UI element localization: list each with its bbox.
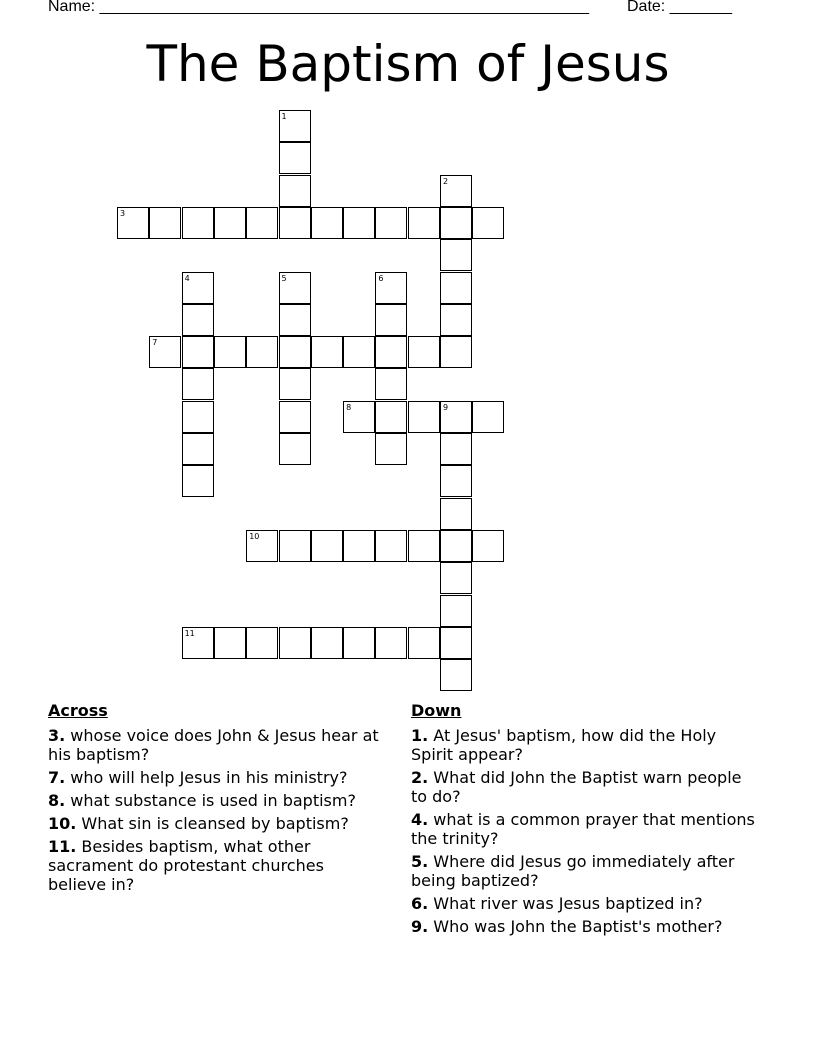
clue-text: what is a common prayer that mentions the trinity? [411, 810, 755, 848]
clue-number: 10. [48, 814, 77, 833]
grid-cell[interactable] [117, 207, 149, 239]
across-clue [48, 768, 383, 787]
clue-number: 6. [411, 894, 429, 913]
grid-cell[interactable] [440, 207, 472, 239]
grid-cell[interactable] [440, 175, 472, 207]
clue-number: 10 [249, 531, 260, 541]
name-field[interactable]: Name: _______________________________________________________ [48, 0, 589, 15]
grid-cell[interactable] [375, 272, 407, 304]
grid-cell[interactable] [440, 627, 472, 659]
grid-cell[interactable] [440, 272, 472, 304]
date-field[interactable]: Date: _______ [627, 0, 732, 15]
grid-cell[interactable] [375, 207, 407, 239]
clue-text: whose voice does John & Jesus hear at his baptism? [48, 726, 379, 764]
across-heading: Across [48, 701, 108, 720]
grid-cell[interactable] [440, 401, 472, 433]
clue-number: 9. [411, 917, 429, 936]
grid-cell[interactable] [440, 304, 472, 336]
grid-cell[interactable] [279, 336, 311, 368]
down-clue-list [411, 726, 756, 936]
clue-number: 7 [152, 338, 158, 348]
grid-cell[interactable] [182, 433, 214, 465]
clue-number: 2 [443, 176, 449, 186]
grid-cell[interactable] [182, 368, 214, 400]
down-clue [411, 917, 756, 936]
grid-cell[interactable] [440, 239, 472, 271]
clue-number: 4 [184, 273, 190, 283]
clue-number: 11. [48, 837, 77, 856]
grid-cell[interactable] [279, 530, 311, 562]
down-clues [411, 701, 756, 940]
clue-text: What did John the Baptist warn people to do? [411, 768, 742, 806]
clue-text: Who was John the Baptist's mother? [428, 917, 723, 936]
clue-text: Besides baptism, what other sacrament do protestant churches believe in? [48, 837, 324, 894]
grid-cell[interactable] [472, 530, 504, 562]
grid-cell[interactable] [246, 530, 278, 562]
grid-cell[interactable] [375, 530, 407, 562]
grid-cell[interactable] [182, 336, 214, 368]
grid-cell[interactable] [279, 207, 311, 239]
grid-cell[interactable] [279, 433, 311, 465]
clue-text: At Jesus' baptism, how did the Holy Spirit appear? [411, 726, 717, 764]
clue-number: 1 [281, 112, 287, 121]
grid-cell[interactable] [246, 627, 278, 659]
grid-cell[interactable] [440, 530, 472, 562]
clue-number: 8. [48, 791, 66, 810]
grid-cell[interactable] [279, 142, 311, 174]
down-clue [411, 810, 756, 848]
grid-cell[interactable] [182, 465, 214, 497]
grid-cell[interactable] [279, 304, 311, 336]
across-clues [48, 701, 383, 898]
grid-cell[interactable] [440, 659, 472, 691]
grid-cell[interactable] [375, 304, 407, 336]
across-clue [48, 814, 383, 833]
grid-cell[interactable] [375, 627, 407, 659]
clue-number: 1. [411, 726, 429, 745]
grid-cell[interactable] [149, 336, 181, 368]
grid-cell[interactable] [343, 207, 375, 239]
grid-cell[interactable] [472, 207, 504, 239]
grid-cell[interactable] [440, 562, 472, 594]
grid-cell[interactable] [343, 530, 375, 562]
page-title: The Baptism of Jesus [146, 35, 670, 93]
down-clue [411, 768, 756, 806]
grid-cell[interactable] [182, 304, 214, 336]
grid-cell[interactable] [440, 595, 472, 627]
grid-cell[interactable] [440, 336, 472, 368]
grid-cell[interactable] [182, 627, 214, 659]
grid-cell[interactable] [343, 627, 375, 659]
grid-cell[interactable] [375, 336, 407, 368]
grid-cell[interactable] [375, 433, 407, 465]
down-heading: Down [411, 701, 462, 720]
clue-text: What river was Jesus baptized in? [428, 894, 703, 913]
across-clue [48, 726, 383, 764]
grid-cell[interactable] [214, 627, 246, 659]
grid-cell[interactable] [246, 207, 278, 239]
clue-text: Where did Jesus go immediately after being baptized? [411, 852, 735, 890]
clue-number: 11 [184, 628, 195, 638]
clue-text: who will help Jesus in his ministry? [65, 768, 348, 787]
clue-number: 2. [411, 768, 429, 787]
grid-cell[interactable] [343, 401, 375, 433]
grid-cell[interactable] [311, 336, 343, 368]
grid-cell[interactable] [375, 368, 407, 400]
grid-cell[interactable] [472, 401, 504, 433]
clue-number: 9 [443, 402, 449, 412]
grid-cell[interactable] [311, 530, 343, 562]
grid-cell[interactable] [214, 336, 246, 368]
grid-cell[interactable] [408, 627, 440, 659]
down-clue [411, 726, 756, 764]
clue-number: 5 [281, 273, 287, 283]
clue-number: 5. [411, 852, 429, 871]
clue-number: 6 [378, 273, 384, 283]
clue-number: 3 [120, 208, 126, 218]
clue-number: 3. [48, 726, 66, 745]
grid-cell[interactable] [246, 336, 278, 368]
grid-cell[interactable] [311, 207, 343, 239]
grid-cell[interactable] [408, 530, 440, 562]
clue-number: 7. [48, 768, 66, 787]
grid-cell[interactable] [440, 498, 472, 530]
grid-cell[interactable] [279, 368, 311, 400]
across-clue [48, 837, 383, 894]
grid-cell[interactable] [214, 207, 246, 239]
grid-cell[interactable] [311, 627, 343, 659]
grid-cell[interactable] [408, 401, 440, 433]
grid-cell[interactable] [182, 401, 214, 433]
grid-cell[interactable] [149, 207, 181, 239]
grid-cell[interactable] [375, 401, 407, 433]
grid-cell[interactable] [408, 207, 440, 239]
clue-text: What sin is cleansed by baptism? [76, 814, 349, 833]
grid-cell[interactable] [279, 401, 311, 433]
grid-cell[interactable] [279, 175, 311, 207]
grid-cell[interactable] [440, 433, 472, 465]
grid-cell[interactable] [182, 207, 214, 239]
clue-number: 4. [411, 810, 429, 829]
down-clue [411, 894, 756, 913]
across-clue-list [48, 726, 383, 894]
grid-cell[interactable] [279, 627, 311, 659]
grid-cell[interactable] [182, 272, 214, 304]
grid-cell[interactable] [279, 272, 311, 304]
grid-cell[interactable] [440, 465, 472, 497]
grid-cell[interactable] [343, 336, 375, 368]
grid-cell[interactable] [279, 110, 311, 142]
clue-text: what substance is used in baptism? [65, 791, 356, 810]
across-clue [48, 791, 383, 810]
clue-number: 8 [346, 402, 352, 412]
grid-cell[interactable] [408, 336, 440, 368]
down-clue [411, 852, 756, 890]
